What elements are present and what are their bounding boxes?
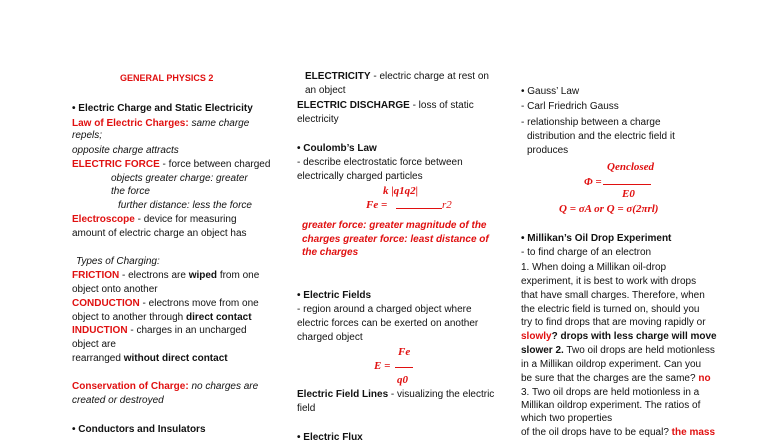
electroscope-line: Electroscope - device for measuring	[72, 214, 237, 225]
electric-force-line: ELECTRIC FORCE - force between charged	[72, 159, 271, 170]
text-line: field	[297, 403, 316, 414]
section-heading: • Coulomb’s Law	[297, 143, 377, 154]
term-label: Conservation of Charge:	[72, 381, 189, 392]
text-line: - to find charge of an electron	[521, 247, 652, 258]
text-line: slower 2. Two oil drops are held motionless	[521, 345, 715, 356]
text-line: object onto another	[72, 284, 158, 295]
coulomb-numerator: k |q1q2|	[383, 185, 419, 197]
text-line: try to find drops that are moving rapidly or	[521, 317, 706, 328]
text-line: 3. Two oil drops are held motionless in a	[521, 387, 700, 398]
text-line: the electric field is turned on, should you	[521, 304, 700, 315]
fraction-bar	[603, 184, 651, 185]
text-line: which two properties	[521, 413, 613, 424]
text-line: greater force: greater magnitude of the	[302, 220, 487, 231]
text-line: electric forces can be exerted on another	[297, 318, 479, 329]
gauss-equation: Q = σA or Q = σ(2πrl)	[559, 203, 659, 215]
term-label: Electroscope	[72, 214, 135, 225]
induction-line: INDUCTION - charges in an uncharged	[72, 325, 247, 336]
text-line: slowly? drops with less charge will move	[521, 331, 717, 342]
term-label: INDUCTION	[72, 325, 128, 336]
text-line: experiment, it is best to work with drops	[521, 276, 697, 287]
electricity-line: ELECTRICITY - electric charge at rest on	[305, 71, 489, 82]
section-heading: • Conductors and Insulators	[72, 424, 206, 435]
section-heading: • Electric Charge and Static Electricity	[72, 103, 253, 114]
text-line: be sure that the charges are the same? no	[521, 373, 711, 384]
text-line: the charges	[302, 247, 359, 258]
fraction-bar	[396, 208, 442, 209]
text-line: distribution and the electric field it	[527, 131, 675, 142]
term-label: ELECTRICITY	[305, 71, 371, 82]
section-heading: • Electric Flux	[297, 432, 363, 443]
section-heading: • Electric Fields	[297, 290, 372, 301]
text-line: - region around a charged object where	[297, 304, 472, 315]
field-denominator: q0	[397, 374, 408, 386]
term-label: ELECTRIC DISCHARGE	[297, 100, 410, 111]
field-numerator: Fe	[398, 346, 411, 358]
text-line: rearranged without direct contact	[72, 353, 228, 364]
conservation-line: Conservation of Charge: no charges are	[72, 381, 259, 392]
term-label: FRICTION	[72, 270, 120, 281]
text-line: - Carl Friedrich Gauss	[521, 101, 619, 112]
text-line: electricity	[297, 114, 339, 125]
text-line: that have small charges. Therefore, when	[521, 290, 705, 301]
page-title: GENERAL PHYSICS 2	[120, 73, 214, 83]
text-line: further distance: less the force	[118, 200, 252, 211]
gauss-lhs: Φ =	[584, 176, 602, 188]
field-lhs: E =	[374, 360, 391, 372]
field-lines-line: Electric Field Lines - visualizing the electric	[297, 389, 495, 400]
text-line: created or destroyed	[72, 395, 164, 406]
text-line: repels;	[72, 130, 103, 141]
section-heading: • Millikan’s Oil Drop Experiment	[521, 233, 672, 244]
term-label: Law of Electric Charges:	[72, 118, 189, 129]
text-line: Millikan oildrop experiment. The ratios of	[521, 400, 701, 411]
gauss-denominator: E0	[622, 188, 635, 200]
text-line: 1. When doing a Millikan oil-drop	[521, 262, 667, 273]
text-line: of the oil drops have to be equal? the mass	[521, 427, 716, 438]
text-line: object to another through direct contact	[72, 312, 252, 323]
subheading: Types of Charging:	[76, 256, 160, 267]
term-label: Electric Field Lines	[297, 389, 389, 400]
text-line: in a Millikan oildrop experiment. Can you	[521, 359, 702, 370]
friction-line: FRICTION - electrons are wiped from one	[72, 270, 260, 281]
coulomb-lhs: Fe =	[366, 199, 388, 211]
term-label: CONDUCTION	[72, 298, 140, 309]
law-line: Law of Electric Charges: same charge	[72, 118, 250, 129]
text-line: an object	[305, 85, 346, 96]
text-line: object are	[72, 339, 116, 350]
text-line: charges greater force: least distance of	[302, 234, 489, 245]
section-heading: • Gauss’ Law	[521, 86, 580, 97]
text-line: - relationship between a charge	[521, 117, 661, 128]
text-line: amount of electric charge an object has	[72, 228, 247, 239]
gauss-numerator: Qenclosed	[607, 161, 655, 173]
text-line: opposite charge attracts	[72, 145, 179, 156]
text-line: - describe electrostatic force between	[297, 157, 463, 168]
discharge-line: ELECTRIC DISCHARGE - loss of static	[297, 100, 474, 111]
term-label: ELECTRIC FORCE	[72, 159, 160, 170]
text-line: electrically charged particles	[297, 171, 423, 182]
fraction-bar	[395, 367, 413, 368]
text-line: objects greater charge: greater	[111, 173, 248, 184]
text-line: produces	[527, 145, 569, 156]
coulomb-denominator: r2	[442, 199, 452, 211]
conduction-line: CONDUCTION - electrons move from one	[72, 298, 259, 309]
text-line: the force	[111, 186, 150, 197]
text-line: charged object	[297, 332, 363, 343]
